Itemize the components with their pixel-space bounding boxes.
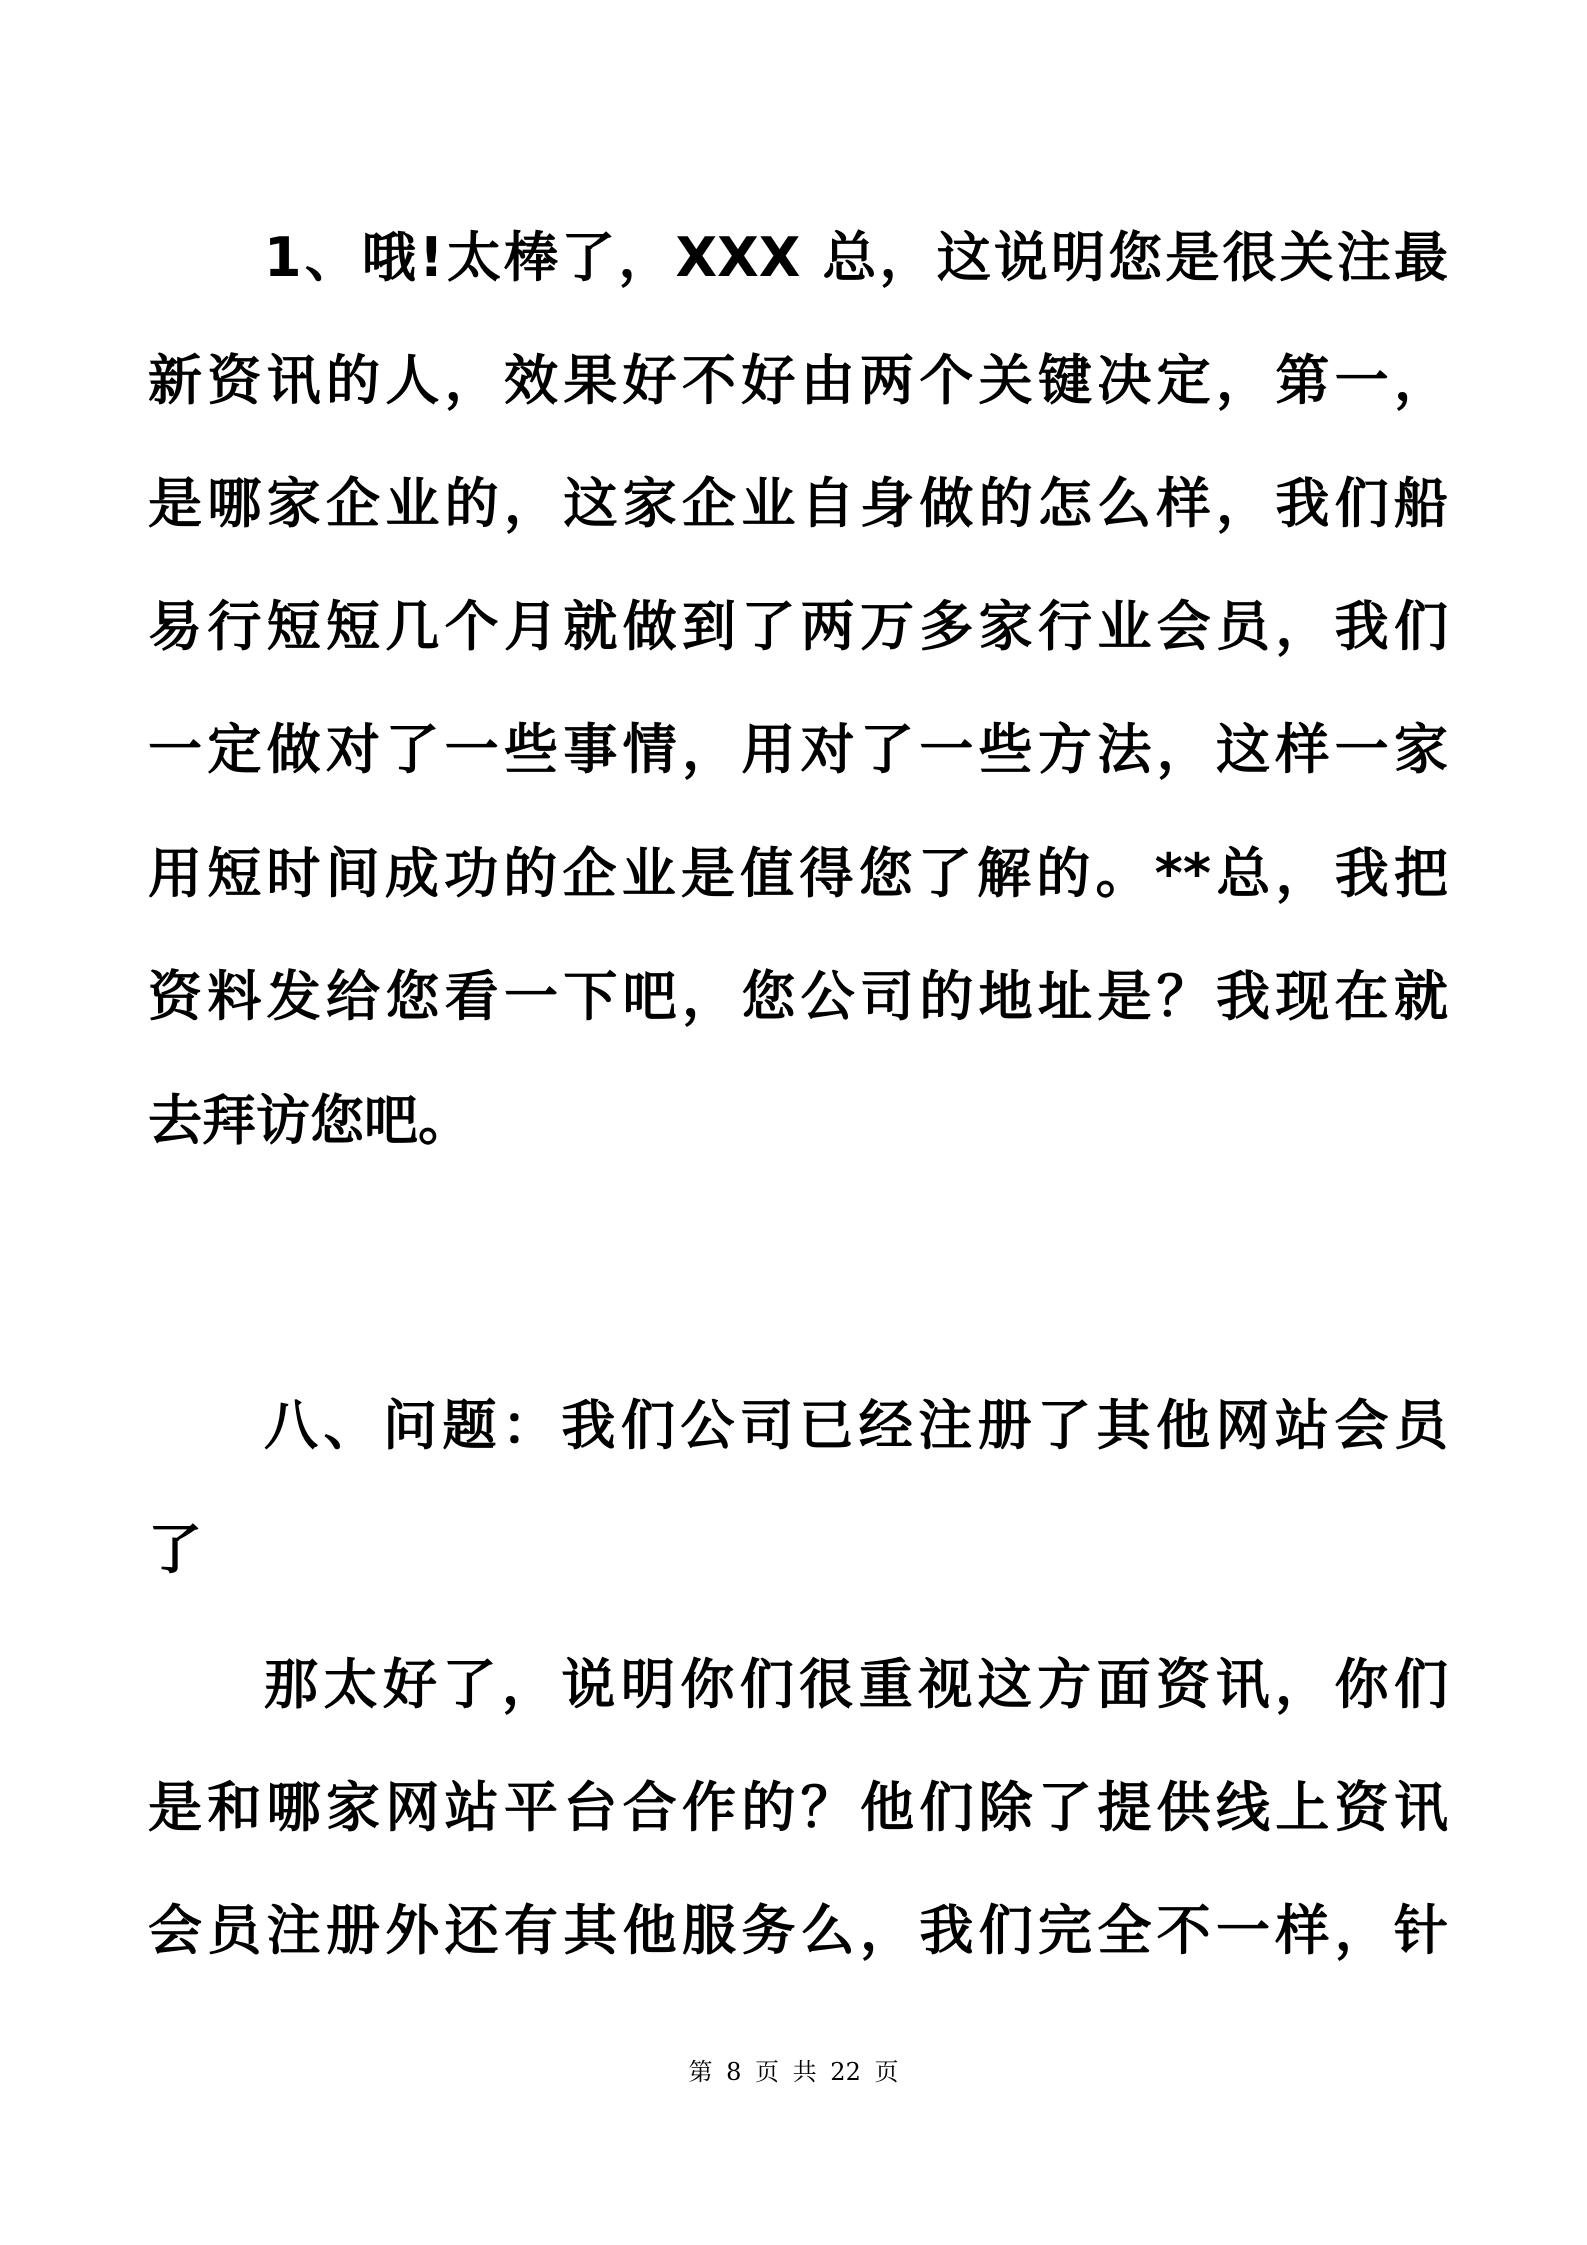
paragraph-1-line-4: 易行短短几个月就做到了两万多家行业会员，我们	[148, 595, 1448, 658]
paragraph-1-line-7: 资料发给您看一下吧，您公司的地址是？我现在就	[148, 965, 1448, 1028]
paragraph-1-line-8: 去拜访您吧。	[148, 1089, 472, 1152]
paragraph-2-line-2: 是和哪家网站平台合作的？他们除了提供线上资讯	[148, 1776, 1448, 1839]
paragraph-1-line-1: 1、哦!太棒了，XXX 总，这说明您是很关注最	[264, 226, 1448, 289]
paragraph-1-line-5: 一定做对了一些事情，用对了一些方法，这样一家	[148, 718, 1448, 781]
paragraph-2-line-3: 会员注册外还有其他服务么，我们完全不一样，针	[148, 1899, 1448, 1962]
paragraph-1-line-3: 是哪家企业的，这家企业自身做的怎么样，我们船	[148, 472, 1448, 535]
paragraph-2-line-1: 那太好了，说明你们很重视这方面资讯，你们	[264, 1653, 1448, 1716]
section-heading-line-2: 了	[148, 1518, 202, 1581]
paragraph-1-line-6: 用短时间成功的企业是值得您了解的。**总，我把	[148, 842, 1448, 905]
page-footer: 第 8 页 共 22 页	[688, 2058, 899, 2086]
section-heading-line-1: 八、问题：我们公司已经注册了其他网站会员	[264, 1394, 1448, 1457]
paragraph-1-line-2: 新资讯的人，效果好不好由两个关键决定，第一，	[148, 349, 1448, 412]
